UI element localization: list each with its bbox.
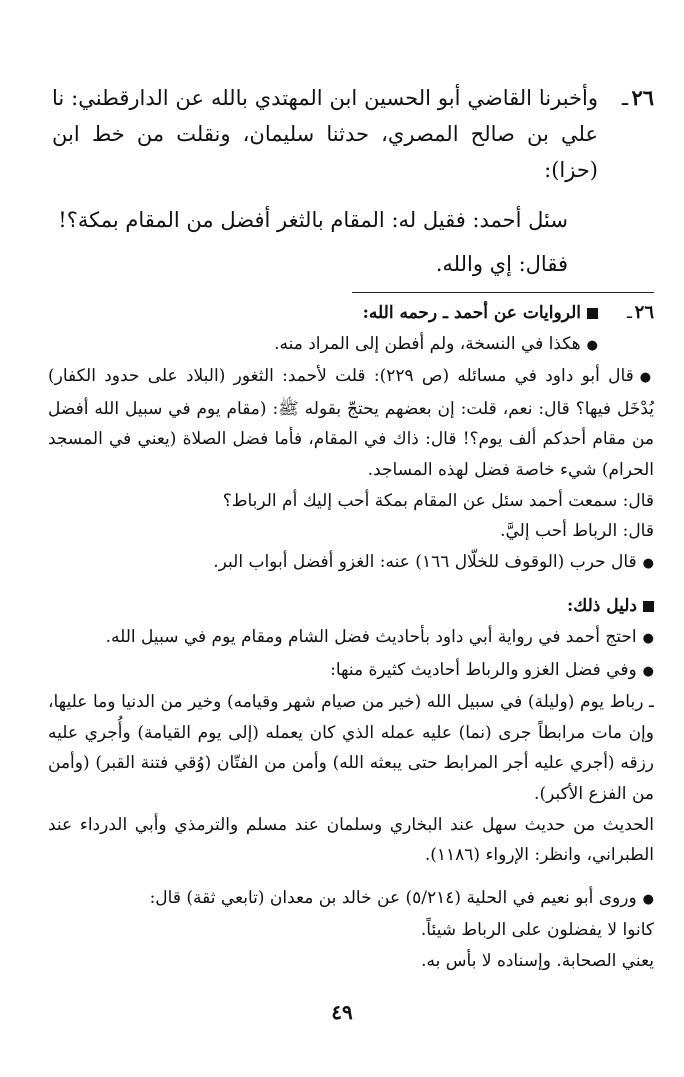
bullet-icon — [581, 334, 598, 354]
page-number: ٤٩ — [331, 1000, 353, 1024]
note-para-8: ـ رباط يوم (وليلة) في سبيل الله (خير من صيام شهر وقيامه) وخير من الدنيا وما عليها، وإن مات مرابطاً جرى (نما) عليه عمله الذي كان يعمله (إلى يوم القيامة) وأُجري عليه رزقه (أجري عليه أجر المرابط حتى يبعثه الله) وأمن من الفتّان (وُقي فتنة القبر) (وأمن من الفزع الأكبر). — [48, 692, 654, 804]
note-heading-2: دليل ذلك: — [566, 596, 637, 617]
entry-text: وأخبرنا القاضي أبو الحسين ابن المهتدي بالله عن الدارقطني: نا علي بن صالح المصري، حدثنا سليمان، ونقلت من خط ابن (حزا): — [52, 86, 598, 182]
note-line-4: قال: الرباط أحب إليَّ. — [500, 521, 654, 542]
bullet-icon — [637, 552, 654, 572]
note-line-5: قال حرب (الوقوف للخلّال ١٦٦) عنه: الغزو أفضل أبواب البر. — [213, 551, 637, 572]
note-line-7: وفي فضل الغزو والرباط أحاديث كثيرة منها: — [330, 659, 637, 680]
quote-answer: فقال: إي والله. — [435, 252, 568, 276]
main-entry — [52, 80, 654, 286]
footnote-divider — [352, 292, 654, 293]
bullet-icon — [637, 888, 654, 908]
note-line-6: احتج أحمد في رواية أبي داود بأحاديث فضل الشام ومقام يوم في سبيل الله. — [105, 626, 637, 647]
entry-number: ٢٦ — [631, 85, 654, 110]
bullet-icon — [637, 627, 654, 647]
note-para-9: الحديث من حديث سهل عند البخاري وسلمان عند مسلم والترمذي وأبي الدرداء عند الطبراني، وانظر: الإرواء (١١٨٦). — [48, 814, 654, 866]
quote-question: سئل أحمد: فقيل له: المقام بالثغر أفضل من المقام بمكة؟! — [58, 208, 568, 232]
footnotes — [48, 298, 654, 976]
note-line-1: هكذا في النسخة، ولم أفطن إلى المراد منه. — [274, 333, 581, 354]
note-dash: ـ — [627, 303, 632, 323]
note-line-3: قال: سمعت أحمد سئل عن المقام بمكة أحب إليك أم الرباط؟ — [222, 490, 654, 511]
entry-dash: ـ — [621, 86, 628, 110]
bullet-icon — [634, 366, 654, 386]
note-line-12: يعني الصحابة. وإسناده لا بأس به. — [421, 950, 654, 971]
note-number: ٢٦ — [634, 302, 654, 323]
note-heading: الروايات عن أحمد ـ رحمه الله: — [362, 303, 581, 323]
note-line-11: كانوا لا يفضلون على الرباط شيئاً. — [420, 920, 654, 941]
bullet-icon — [637, 660, 654, 680]
square-bullet-icon — [643, 601, 654, 612]
note-para-2: قال أبو داود في مسائله (ص ٢٢٩): قلت لأحمد: الثغور (البلاد على حدود الكفار) يُدْخَل فيها؟ قال: نعم، قلت: إن بعضهم يحتجّ بقوله ﷺ: (مقام يوم في سبيل الله أفضل من مقام أحدكم ألف يوم؟! قال: ذاك في المقام، فأما فضل الصلاة (يعني في المسجد الحرام) شيء خاصة فضل لهذه المساجد. — [48, 366, 654, 480]
note-line-10: وروى أبو نعيم في الحلية (٥/٢١٤) عن خالد بن معدان (تابعي ثقة) قال: — [149, 887, 637, 908]
square-bullet-icon — [587, 308, 598, 319]
